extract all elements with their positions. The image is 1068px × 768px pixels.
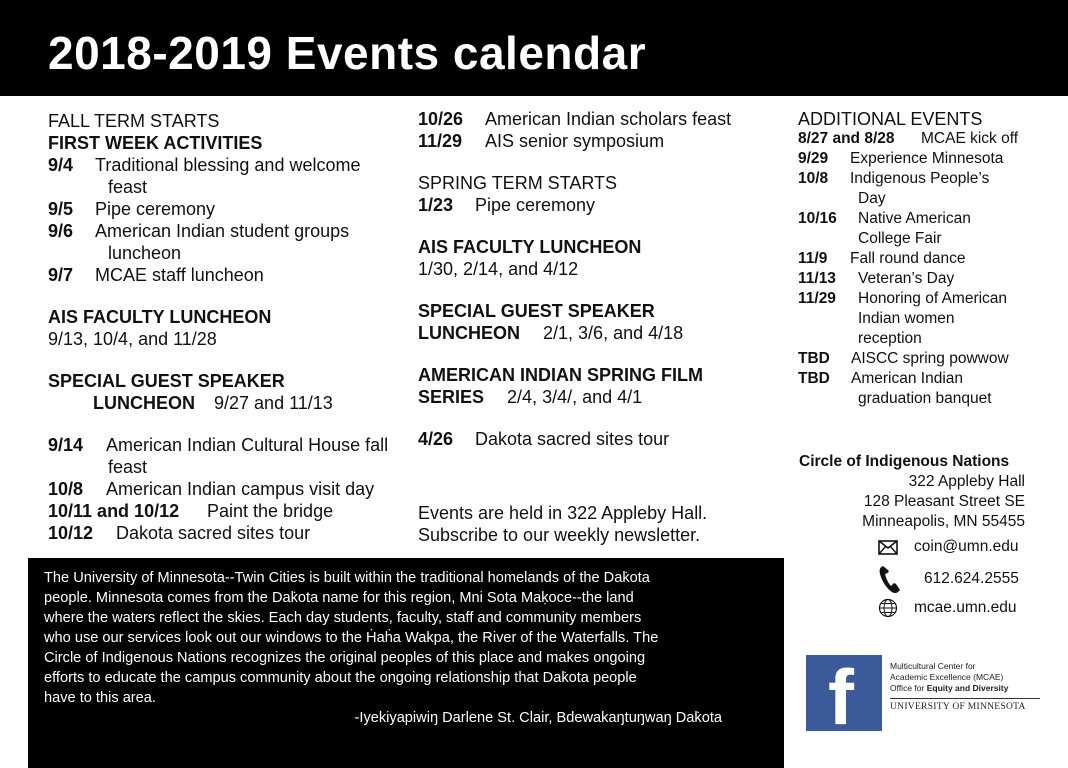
event-item: TBD AISCC spring powwow xyxy=(798,350,1009,367)
faculty-luncheon-dates: 9/13, 10/4, and 11/28 xyxy=(48,329,217,349)
event-item: 11/29 Honoring of American xyxy=(798,290,1008,307)
event-item: 11/9 Fall round dance xyxy=(798,250,966,267)
ack-line: efforts to educate the campus community about the ongoing relationship that Dak̇ota people xyxy=(44,670,637,686)
event-item-cont: feast xyxy=(108,177,148,197)
address-line: 322 Appleby Hall xyxy=(908,473,1025,490)
globe-icon xyxy=(878,598,900,618)
event-item-cont: graduation banquet xyxy=(858,390,992,407)
event-item-cont: Day xyxy=(858,190,886,207)
ack-line: The University of Minnesota--Twin Cities is built within the traditional homelands of the Dak̇ota xyxy=(44,570,650,586)
event-item: 1/23 Pipe ceremony xyxy=(418,195,596,215)
email-link[interactable]: coin@umn.edu xyxy=(914,538,1019,555)
website-link[interactable]: mcae.umn.edu xyxy=(914,599,1017,616)
web-row[interactable] xyxy=(878,598,1017,618)
faculty-luncheon-heading: AIS FACULTY LUNCHEON xyxy=(48,307,272,327)
newsletter-note: Subscribe to our weekly newsletter. xyxy=(418,525,701,545)
event-item: 9/4 Traditional blessing and welcome xyxy=(48,155,361,175)
event-item: TBD American Indian xyxy=(798,370,964,387)
envelope-icon xyxy=(878,540,900,555)
event-item: 10/26 American Indian scholars feast xyxy=(418,109,732,129)
ack-line: people. Minnesota comes from the Dak̇ota name for this region, Mni Sota Maḳoce--the land xyxy=(44,590,634,606)
film-series-heading: AMERICAN INDIAN SPRING FILM xyxy=(418,365,703,385)
umn-wordmark: UNIVERSITY OF MINNESOTA xyxy=(890,698,1040,713)
spring-column xyxy=(418,108,788,450)
event-item-cont: Indian women xyxy=(858,310,955,327)
ack-line: have to this area. xyxy=(44,690,156,706)
ack-line: Circle of Indigenous Nations recognizes the original peoples of this place and makes ongoing xyxy=(44,650,646,666)
event-item: 10/12 Dakota sacred sites tour xyxy=(48,523,311,543)
event-item: 9/6 American Indian student groups xyxy=(48,221,350,241)
spring-speaker-dates: 2/1, 3/6, and 4/18 xyxy=(543,323,684,343)
ack-line: where the waters reflect the skies. Each day students, faculty, staff and community members xyxy=(44,610,642,626)
spring-faculty-heading: AIS FACULTY LUNCHEON xyxy=(418,237,642,257)
contact-block xyxy=(799,452,1039,532)
fall-term-heading: FALL TERM STARTS xyxy=(48,111,220,131)
event-item: 9/7 MCAE staff luncheon xyxy=(48,265,264,285)
event-item-cont: feast xyxy=(108,457,148,477)
event-item: 11/29 AIS senior symposium xyxy=(418,131,665,151)
event-item-cont: reception xyxy=(858,330,922,347)
mcae-logo xyxy=(806,653,1038,741)
title-bar xyxy=(0,0,1068,96)
event-item: 10/8 American Indian campus visit day xyxy=(48,479,375,499)
land-acknowledgement xyxy=(28,558,784,768)
event-item: 10/11 and 10/12 Paint the bridge xyxy=(48,501,334,521)
first-week-heading: FIRST WEEK ACTIVITIES xyxy=(48,133,263,153)
event-item: 10/16 Native American xyxy=(798,210,971,227)
location-note: Events are held in 322 Appleby Hall. xyxy=(418,503,708,523)
film-series-dates: 2/4, 3/4/, and 4/1 xyxy=(507,387,643,407)
address-line: 128 Pleasant Street SE xyxy=(863,493,1025,510)
phone-row[interactable] xyxy=(878,564,1019,594)
film-series-heading-2: SERIES xyxy=(418,387,485,407)
ack-attribution: -Iyekiyapiwiŋ Darlene St. Clair, Bdewakaŋtuŋwaŋ Dak̇ota xyxy=(354,710,722,726)
event-item: 4/26 Dakota sacred sites tour xyxy=(418,429,670,449)
event-item-cont: College Fair xyxy=(858,230,942,247)
guest-speaker-dates: 9/27 and 11/13 xyxy=(214,393,333,413)
address-line: Minneapolis, MN 55455 xyxy=(862,513,1025,530)
event-item: 9/14 American Indian Cultural House fall xyxy=(48,435,389,455)
guest-speaker-heading: SPECIAL GUEST SPEAKER xyxy=(48,371,285,391)
event-item: 8/27 and 8/28 MCAE kick off xyxy=(798,130,1019,147)
event-item: 11/13 Veteran’s Day xyxy=(798,270,955,287)
ack-line: who use our services look out our windows to the Ḣaḣa Wakpa, the River of the Waterfalls. The xyxy=(44,630,659,646)
spring-term-heading: SPRING TERM STARTS xyxy=(418,173,618,193)
facebook-icon[interactable]: f xyxy=(806,655,882,731)
event-item: 10/8 Indigenous People’s xyxy=(798,170,990,187)
event-item-cont: luncheon xyxy=(108,243,182,263)
logo-text: Multicultural Center for Academic Excellence (MCAE) Office for Equity and Diversity UNIVERSITY OF MINNESOTA xyxy=(890,661,1040,713)
guest-speaker-heading-2: LUNCHEON xyxy=(93,393,195,413)
org-name: Circle of Indigenous Nations xyxy=(799,453,1010,470)
phone-icon xyxy=(878,564,906,594)
additional-events-column xyxy=(798,109,1068,409)
event-item: 9/29 Experience Minnesota xyxy=(798,150,1004,167)
additional-events-heading: ADDITIONAL EVENTS xyxy=(798,109,983,129)
event-item: 9/5 Pipe ceremony xyxy=(48,199,216,219)
phone-number[interactable]: 612.624.2555 xyxy=(924,570,1019,587)
fall-column xyxy=(48,110,418,544)
spring-speaker-heading: SPECIAL GUEST SPEAKER xyxy=(418,301,655,321)
spring-speaker-heading-2: LUNCHEON xyxy=(418,323,520,343)
spring-faculty-dates: 1/30, 2/14, and 4/12 xyxy=(418,259,579,279)
email-row[interactable] xyxy=(878,538,1019,556)
page-title: 2018-2019 Events calendar xyxy=(48,27,647,79)
